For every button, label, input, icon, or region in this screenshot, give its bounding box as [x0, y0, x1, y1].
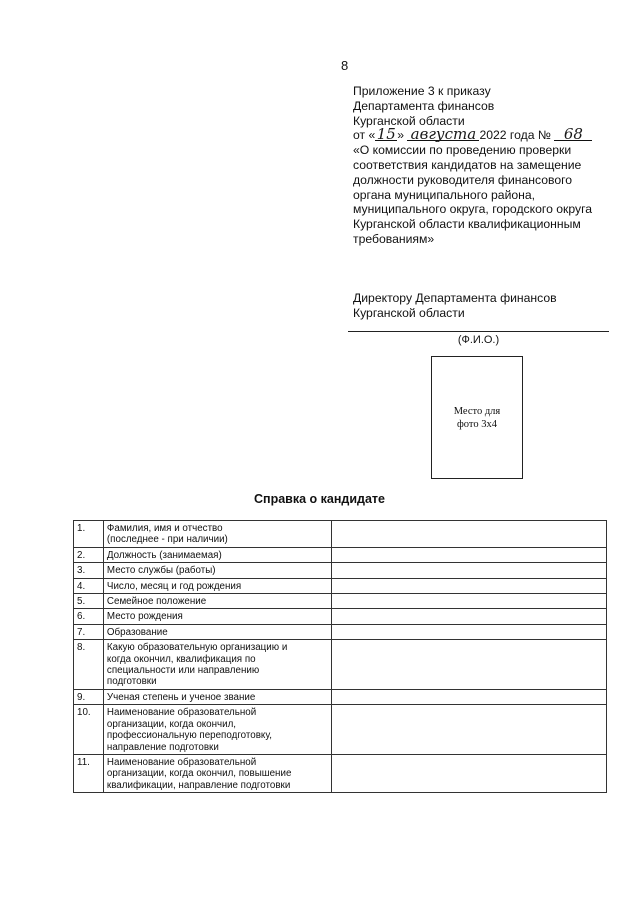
photo-placeholder-box: [431, 356, 523, 479]
row-label: [103, 609, 331, 624]
row-value-field[interactable]: [331, 594, 606, 609]
table-row: [74, 705, 607, 755]
row-number: 1.: [74, 521, 104, 548]
table-row: [74, 521, 607, 548]
row-value-field[interactable]: [331, 705, 606, 755]
row-value-field[interactable]: [331, 563, 606, 578]
document-title: Справка о кандидате: [254, 492, 385, 506]
fio-signature-line: [348, 331, 609, 332]
appendix-subject-line: требованиям»: [353, 231, 435, 246]
row-label-line: Число, месяц и год рождения: [106, 580, 242, 592]
row-label-line: организации, когда окончил,: [106, 718, 237, 730]
table-row: [74, 754, 607, 792]
row-value-field[interactable]: [331, 521, 606, 548]
appendix-subject-line: соответствия кандидатов на замещение: [353, 157, 582, 172]
row-number: 4.: [74, 578, 104, 593]
row-label: [103, 521, 331, 548]
row-label-line: (последнее - при наличии): [106, 534, 228, 546]
table-row: [74, 547, 607, 562]
row-label: [103, 624, 331, 639]
row-label: [103, 594, 331, 609]
row-number: 7.: [74, 624, 104, 639]
row-label-line: Место рождения: [106, 611, 183, 623]
row-label: [103, 705, 331, 755]
appendix-subject-line: Курганской области квалификационным: [353, 217, 581, 232]
table-row: [74, 689, 607, 704]
row-number: 2.: [74, 547, 104, 562]
row-number: 5.: [74, 594, 104, 609]
fio-caption: (Ф.И.О.): [457, 334, 500, 346]
row-number: 8.: [74, 640, 104, 690]
handwritten-day: 15: [376, 125, 396, 144]
row-label: [103, 689, 331, 704]
row-label-line: профессиональную переподготовку,: [106, 730, 272, 742]
row-label-line: направление подготовки: [106, 741, 219, 753]
appendix-subject-line: должности руководителя финансового: [353, 172, 573, 187]
table-row: [74, 594, 607, 609]
candidate-info-table: [73, 520, 607, 793]
handwritten-order-number: 68: [554, 128, 592, 141]
row-label: [103, 547, 331, 562]
photo-label-line-1: Место для: [453, 405, 501, 417]
row-label-line: Семейное положение: [106, 596, 207, 608]
row-number: 11.: [74, 754, 104, 792]
date-year-text: 2022 года №: [479, 128, 551, 143]
row-value-field[interactable]: [331, 640, 606, 690]
row-value-field[interactable]: [331, 689, 606, 704]
row-value-field[interactable]: [331, 754, 606, 792]
row-label-line: Фамилия, имя и отчество: [106, 523, 223, 534]
row-label-line: Должность (занимаемая): [106, 549, 222, 561]
addressee-line-2: Курганской области: [353, 305, 465, 320]
appendix-subject-line: муниципального округа, городского округа: [353, 202, 593, 217]
table-row: [74, 563, 607, 578]
page-number: 8: [341, 58, 349, 73]
row-number: 9.: [74, 689, 104, 704]
row-value-field[interactable]: [331, 547, 606, 562]
table-row: [74, 609, 607, 624]
row-value-field[interactable]: [331, 609, 606, 624]
row-label-line: Наименование образовательной: [106, 756, 257, 768]
row-label-line: специальности или направлению: [106, 665, 260, 677]
row-label: [103, 640, 331, 690]
table-row: [74, 640, 607, 690]
row-number: 6.: [74, 609, 104, 624]
row-label-line: когда окончил, квалификация по: [106, 653, 256, 665]
appendix-line-3: Курганской области: [353, 113, 465, 128]
appendix-subject-line: органа муниципального района,: [353, 187, 536, 202]
row-number: 10.: [74, 705, 104, 755]
row-label-line: подготовки: [106, 676, 157, 688]
handwritten-month: августа: [407, 128, 479, 141]
row-label: [103, 754, 331, 792]
row-label-line: Наименование образовательной: [106, 707, 257, 719]
row-label: [103, 563, 331, 578]
addressee-block: [353, 291, 613, 321]
appendix-line-2: Департамента финансов: [353, 98, 495, 113]
date-prefix: от «: [353, 128, 376, 143]
appendix-subject-line: «О комиссии по проведению проверки: [353, 143, 572, 158]
row-value-field[interactable]: [331, 624, 606, 639]
appendix-line-1: Приложение 3 к приказу: [353, 84, 491, 98]
row-label-line: Какую образовательную организацию и: [106, 642, 288, 654]
addressee-line-1: Директору Департамента финансов: [353, 291, 557, 305]
row-label-line: квалификации, направление подготовки: [106, 779, 291, 791]
row-label-line: Образование: [106, 626, 168, 638]
row-label-line: организации, когда окончил, повышение: [106, 768, 292, 780]
row-label-line: Место службы (работы): [106, 565, 216, 577]
date-day-close: »: [397, 128, 405, 143]
photo-label-line-2: фото 3х4: [457, 418, 497, 430]
row-label-line: Ученая степень и ученое звание: [106, 691, 256, 703]
row-value-field[interactable]: [331, 578, 606, 593]
table-row: [74, 578, 607, 593]
row-label: [103, 578, 331, 593]
table-row: [74, 624, 607, 639]
appendix-date-line: [353, 125, 618, 144]
row-number: 3.: [74, 563, 104, 578]
appendix-block: [353, 84, 618, 247]
